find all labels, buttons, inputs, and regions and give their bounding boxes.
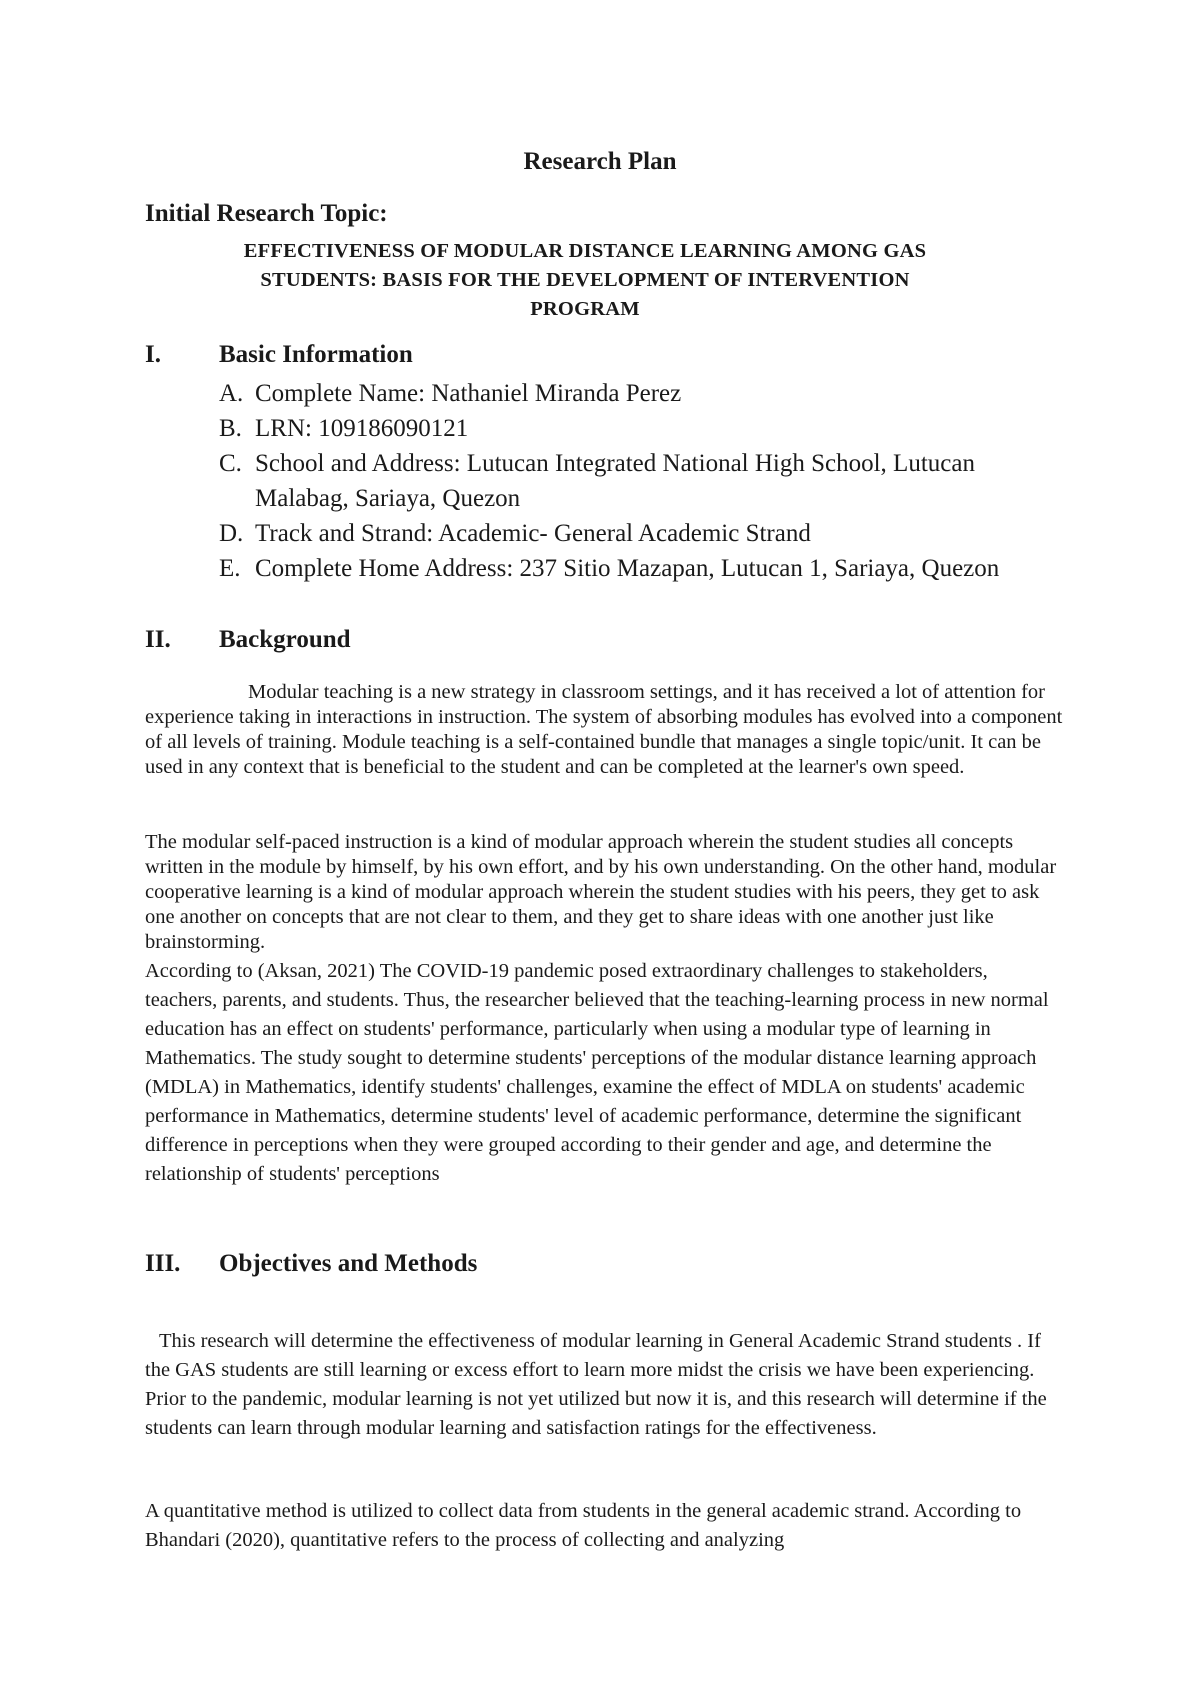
topic-line: EFFECTIVENESS OF MODULAR DISTANCE LEARNING AMONG GAS xyxy=(243,240,927,262)
topic-line: STUDENTS: BASIS FOR THE DEVELOPMENT OF INTERVENTION xyxy=(260,269,910,291)
section-label: Objectives and Methods xyxy=(219,1250,478,1277)
list-item xyxy=(219,376,1039,411)
section-number: III. xyxy=(145,1250,181,1277)
section-label: Background xyxy=(219,626,351,653)
objectives-paragraph: This research will determine the effectiveness of modular learning in General Academic Strand students . If the GAS students are still learning or excess effort to learn more midst the crisis we have been experiencing. Prior to the pandemic, modular learning is not yet utilized but now it is, and this research will determine if the students can learn through modular learning and satisfaction ratings for the effectiveness. xyxy=(145,1330,1047,1439)
list-text: School and Address: Lutucan Integrated National High School, Lutucan Malabag, Sariaya, Quezon xyxy=(255,450,975,512)
topic-label: Initial Research Topic: xyxy=(145,200,388,227)
section-number: II. xyxy=(145,626,171,653)
background-paragraph: According to (Aksan, 2021) The COVID-19 pandemic posed extraordinary challenges to stakeholders, teachers, parents, and students. Thus, the researcher believed that the teaching-learning process in new normal education has an effect on students' performance, particularly when using a modular type of learning in Mathematics. The study sought to determine students' perceptions of the modular distance learning approach (MDLA) in Mathematics, identify students' challenges, examine the effect of MDLA on students' academic performance in Mathematics, determine students' level of academic performance, determine the significant difference in perceptions when they were grouped according to their gender and age, and determine the relationship of students' perceptions xyxy=(145,960,1049,1185)
list-letter: C. xyxy=(219,450,242,477)
section-heading-background xyxy=(145,626,351,654)
list-text: Complete Name: Nathaniel Miranda Perez xyxy=(255,380,682,407)
basic-information-list xyxy=(219,376,1039,586)
list-item xyxy=(219,516,1039,551)
section-heading-objectives-and-methods xyxy=(145,1250,477,1278)
list-text: Track and Strand: Academic- General Academic Strand xyxy=(255,520,811,547)
list-item xyxy=(219,551,1039,586)
background-paragraph: The modular self-paced instruction is a kind of modular approach wherein the student studies all concepts written in the module by himself, by his own effort, and by his own understanding. On the other hand, modular cooperative learning is a kind of modular approach wherein the student studies with his peers, they get to ask one another on concepts that are not clear to them, and they get to share ideas with one another just like brainstorming. xyxy=(145,831,1057,953)
list-item xyxy=(219,446,1039,516)
list-item xyxy=(219,411,1039,446)
objectives-paragraph: A quantitative method is utilized to collect data from students in the general academic strand. According to Bhandari (2020), quantitative refers to the process of collecting and analyzing xyxy=(145,1500,1022,1551)
document-title: Research Plan xyxy=(523,148,677,175)
section-number: I. xyxy=(145,341,161,368)
list-text: Complete Home Address: 237 Sitio Mazapan, Lutucan 1, Sariaya, Quezon xyxy=(255,555,1000,582)
section-heading-basic-information xyxy=(145,341,413,369)
list-letter: A. xyxy=(219,380,244,407)
background-paragraph: Modular teaching is a new strategy in classroom settings, and it has received a lot of attention for experience taking in interactions in instruction. The system of absorbing modules has evolved into a component of all levels of training. Module teaching is a self-contained bundle that manages a single topic/unit. It can be used in any context that is beneficial to the student and can be completed at the learner's own speed. xyxy=(145,681,1063,778)
list-letter: D. xyxy=(219,520,244,547)
research-topic xyxy=(145,237,1025,324)
section-label: Basic Information xyxy=(219,341,413,368)
list-letter: B. xyxy=(219,415,242,442)
topic-line: PROGRAM xyxy=(530,298,640,320)
list-letter: E. xyxy=(219,555,241,582)
list-text: LRN: 109186090121 xyxy=(255,415,469,442)
